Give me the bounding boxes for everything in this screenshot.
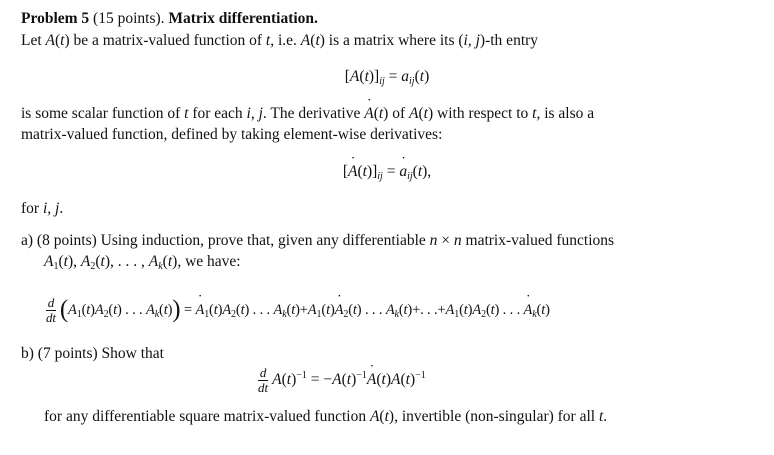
part-b-line-1: [21, 345, 164, 363]
para2-text-2: for each: [192, 105, 243, 122]
equation-entry-definition: $[A(t)]_{ij} = a_{ij}(t)$: [344, 68, 430, 87]
intro-line: Let A(t) be a matrix-valued function of t, i.e. A(t) is a matrix where its (i, j)-th entry: [21, 32, 539, 49]
for-ij-line: for i, j.: [21, 200, 64, 217]
part-b-points: (7 points): [37, 345, 98, 362]
problem-title: Matrix differentiation.: [168, 10, 318, 27]
part-b-text-2: for any differentiable square matrix-valued function: [44, 408, 367, 425]
part-a-text-2: matrix-valued functions: [465, 232, 615, 249]
equation-derivative-definition: [A $˙(t)]_{ij} = a$ $˙_{ij}(t)$,: [0, 163, 774, 181]
part-b-text-3: , invertible (non-singular) for all: [394, 408, 596, 425]
derivative-operator-b: $\frac{d}{dt}$: [258, 365, 269, 395]
equation-inverse-derivative: $\frac{d}{dt}$ $A(t)^{-1} = -A(t)^{-1}A$ $˙(t)A(t)^{-1}$: [256, 366, 426, 395]
for-text: for: [21, 200, 40, 217]
part-a-label: a): [21, 232, 34, 249]
para2-text-4: of: [392, 105, 406, 122]
para2-text-3: . The derivative: [262, 105, 361, 122]
para2-text-5: with respect to: [437, 105, 529, 122]
problem-number: Problem 5: [21, 10, 90, 27]
para2-line-2: matrix-valued function, defined by taking element-wise derivatives:: [21, 126, 443, 143]
para2-text-6: , is also a: [536, 105, 595, 122]
part-a-line-1: a) (8 points) Using induction, prove that, given any differentiable n × n matrix-valued functions: [21, 232, 615, 249]
intro-text-4: is a matrix where its: [328, 32, 455, 49]
part-b-label: b): [21, 345, 34, 362]
problem-points: (15 points).: [93, 10, 165, 27]
part-a-text-3: , we have:: [177, 253, 241, 270]
part-b-text-1: Show that: [101, 345, 164, 362]
para2-text-1: is some scalar function of: [21, 105, 181, 122]
part-a-text-1: Using induction, prove that, given any differentiable: [100, 232, 426, 249]
problem-heading: [21, 10, 318, 28]
intro-text-3: , i.e.: [270, 32, 297, 49]
para2-line-1: is some scalar function of t for each i, j. The derivative A ˙(t) of A(t) with respect to t, is also a: [21, 105, 594, 123]
equation-product-rule: $\frac{d}{dt}$ ($A_1(t)A_2(t)$ . . . $A_k(t)) = A$ $˙_1(t)A_2(t)$ . . . $A_k(t)+A_1(t)A$ $˙_2(t)$ . . . $A_k(t)+$. . $.+A_1(t)A_2(t)$ . . . A $˙_k(t)$: [44, 296, 550, 325]
derivative-operator: $\frac{d}{dt}$: [46, 295, 56, 325]
part-a-points: (8 points): [36, 232, 97, 249]
intro-text-1: Let: [21, 32, 42, 49]
part-b-line-2: for any differentiable square matrix-valued function A(t), invertible (non-singular) for all t.: [44, 408, 608, 425]
intro-text-2: be a matrix-valued function of: [73, 32, 263, 49]
intro-text-5: -th entry: [485, 32, 539, 49]
part-a-line-2: $A_1(t)$, $A_2(t)$, . . . , $A_k(t)$, we have:: [44, 253, 241, 272]
